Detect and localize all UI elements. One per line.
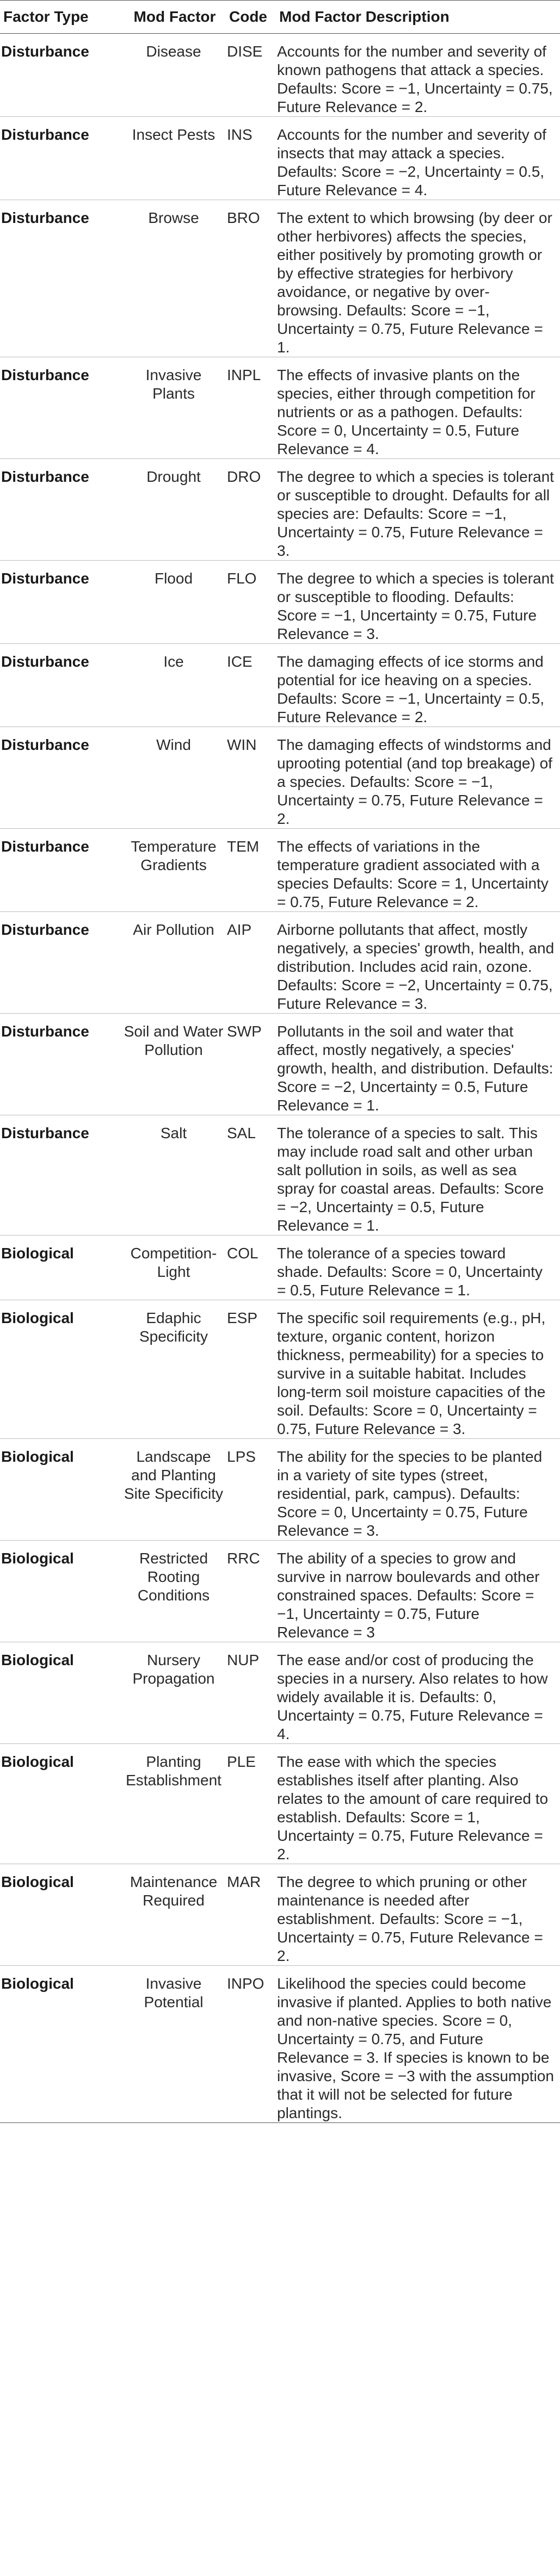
description-cell: The specific soil requirements (e.g., pH, texture, organic content, horizon thickness, permeability) for a species to survive in a suitable habitat. Includes long-term soil moisture capacities of the soil. Defaults: Score = 0, Uncertainty = 0.75, Future Relevance = 3. bbox=[276, 1300, 560, 1439]
table-row bbox=[0, 644, 560, 727]
mod-factor-cell: Nursery Propagation bbox=[122, 1642, 226, 1744]
table-row bbox=[0, 1744, 560, 1864]
description-cell: The degree to which a species is tolerant or susceptible to flooding. Defaults: Score = −1, Uncertainty = 0.75, Future Relevance = 3. bbox=[276, 561, 560, 644]
code-cell: TEM bbox=[226, 829, 276, 912]
description-cell: The damaging effects of windstorms and uprooting potential (and top breakage) of a species. Defaults: Score = −1, Uncertainty = 0.75, Future Relevance = 2. bbox=[276, 727, 560, 829]
mod-factor-cell: Competition-Light bbox=[122, 1236, 226, 1300]
code-cell: PLE bbox=[226, 1744, 276, 1864]
table-row bbox=[0, 200, 560, 357]
factor-type-cell: Biological bbox=[0, 1300, 122, 1439]
mod-factor-cell: Wind bbox=[122, 727, 226, 829]
code-cell: NUP bbox=[226, 1642, 276, 1744]
table-row bbox=[0, 1966, 560, 2123]
code-cell: ICE bbox=[226, 644, 276, 727]
table-header-row bbox=[0, 1, 560, 34]
factor-type-cell: Disturbance bbox=[0, 644, 122, 727]
factor-type-cell: Biological bbox=[0, 1541, 122, 1642]
factor-type-cell: Disturbance bbox=[0, 459, 122, 561]
description-cell: The extent to which browsing (by deer or other herbivores) affects the species, either positively by promoting growth or by effective strategies for herbivory avoidance, or negative by over-browsing. Defaults: Score = −1, Uncertainty = 0.75, Future Relevance = 1. bbox=[276, 200, 560, 357]
factor-type-cell: Disturbance bbox=[0, 561, 122, 644]
table-row bbox=[0, 117, 560, 200]
mod-factor-cell: Temperature Gradients bbox=[122, 829, 226, 912]
code-cell: SAL bbox=[226, 1115, 276, 1236]
table-row bbox=[0, 1014, 560, 1115]
factor-type-cell: Disturbance bbox=[0, 912, 122, 1014]
code-cell: INPL bbox=[226, 357, 276, 459]
factor-type-cell: Biological bbox=[0, 1642, 122, 1744]
table-row bbox=[0, 1642, 560, 1744]
mod-factor-cell: Soil and Water Pollution bbox=[122, 1014, 226, 1115]
mod-factor-cell: Disease bbox=[122, 34, 226, 117]
description-cell: The effects of variations in the temperature gradient associated with a species Defaults: Score = 1, Uncertainty = 0.75, Future Relevance = 2. bbox=[276, 829, 560, 912]
factor-type-cell: Disturbance bbox=[0, 1115, 122, 1236]
description-cell: The tolerance of a species toward shade. Defaults: Score = 0, Uncertainty = 0.5, Future Relevance = 1. bbox=[276, 1236, 560, 1300]
code-cell: INS bbox=[226, 117, 276, 200]
description-cell: Accounts for the number and severity of known pathogens that attack a species. Defaults: Score = −1, Uncertainty = 0.75, Future Relevance = 2. bbox=[276, 34, 560, 117]
mod-factor-cell: Landscape and Planting Site Specificity bbox=[122, 1439, 226, 1541]
code-cell: RRC bbox=[226, 1541, 276, 1642]
header-code: Code bbox=[226, 1, 276, 34]
description-cell: The ease with which the species establishes itself after planting. Also relates to the amount of care required to establish. Defaults: Score = 1, Uncertainty = 0.75, Future Relevance = 2. bbox=[276, 1744, 560, 1864]
header-description: Mod Factor Description bbox=[276, 1, 560, 34]
mod-factor-cell: Ice bbox=[122, 644, 226, 727]
factor-type-cell: Disturbance bbox=[0, 1014, 122, 1115]
description-cell: The degree to which pruning or other maintenance is needed after establishment. Defaults: Score = −1, Uncertainty = 0.75, Future Relevance = 2. bbox=[276, 1864, 560, 1966]
table-row bbox=[0, 357, 560, 459]
factor-type-cell: Disturbance bbox=[0, 200, 122, 357]
header-mod-factor: Mod Factor bbox=[122, 1, 226, 34]
factor-type-cell: Disturbance bbox=[0, 357, 122, 459]
table-row bbox=[0, 459, 560, 561]
mod-factor-cell: Maintenance Required bbox=[122, 1864, 226, 1966]
mod-factor-cell: Browse bbox=[122, 200, 226, 357]
table-row bbox=[0, 1439, 560, 1541]
description-cell: Airborne pollutants that affect, mostly negatively, a species' growth, health, and distribution. Includes acid rain, ozone. Defaults: Score = −2, Uncertainty = 0.75, Future Relevance = 3. bbox=[276, 912, 560, 1014]
factor-type-cell: Biological bbox=[0, 1439, 122, 1541]
code-cell: LPS bbox=[226, 1439, 276, 1541]
mod-factor-cell: Flood bbox=[122, 561, 226, 644]
code-cell: INPO bbox=[226, 1966, 276, 2123]
code-cell: FLO bbox=[226, 561, 276, 644]
factor-type-cell: Biological bbox=[0, 1744, 122, 1864]
factor-type-cell: Biological bbox=[0, 1864, 122, 1966]
factor-type-cell: Disturbance bbox=[0, 829, 122, 912]
mod-factor-cell: Planting Establishment bbox=[122, 1744, 226, 1864]
code-cell: ESP bbox=[226, 1300, 276, 1439]
factor-type-cell: Disturbance bbox=[0, 34, 122, 117]
description-cell: Likelihood the species could become invasive if planted. Applies to both native and non-native species. Score = 0, Uncertainty = 0.75, and Future Relevance = 3. If species is known to be invasive, Score = −3 with the assumption that it will not be selected for future plantings. bbox=[276, 1966, 560, 2123]
table-body bbox=[0, 34, 560, 2123]
table-row bbox=[0, 1115, 560, 1236]
table-row bbox=[0, 1541, 560, 1642]
factor-type-cell: Disturbance bbox=[0, 117, 122, 200]
mod-factor-cell: Insect Pests bbox=[122, 117, 226, 200]
code-cell: WIN bbox=[226, 727, 276, 829]
mod-factor-cell: Air Pollution bbox=[122, 912, 226, 1014]
table-row bbox=[0, 561, 560, 644]
mod-factor-cell: Salt bbox=[122, 1115, 226, 1236]
description-cell: The degree to which a species is tolerant or susceptible to drought. Defaults for all species are: Defaults: Score = −1, Uncertainty = 0.75, Future Relevance = 3. bbox=[276, 459, 560, 561]
factor-type-cell: Biological bbox=[0, 1966, 122, 2123]
mod-factor-cell: Invasive Plants bbox=[122, 357, 226, 459]
code-cell: MAR bbox=[226, 1864, 276, 1966]
code-cell: DISE bbox=[226, 34, 276, 117]
table-row bbox=[0, 829, 560, 912]
table-row bbox=[0, 1236, 560, 1300]
mod-factor-cell: Invasive Potential bbox=[122, 1966, 226, 2123]
description-cell: The ability of a species to grow and survive in narrow boulevards and other constrained spaces. Defaults: Score = −1, Uncertainty = 0.75, Future Relevance = 3 bbox=[276, 1541, 560, 1642]
table-row bbox=[0, 912, 560, 1014]
code-cell: AIP bbox=[226, 912, 276, 1014]
description-cell: The ease and/or cost of producing the species in a nursery. Also relates to how widely available it is. Defaults: 0, Uncertainty = 0.75, Future Relevance = 4. bbox=[276, 1642, 560, 1744]
description-cell: The damaging effects of ice storms and potential for ice heaving on a species. Defaults: Score = −1, Uncertainty = 0.5, Future Relevance = 2. bbox=[276, 644, 560, 727]
factor-type-cell: Disturbance bbox=[0, 727, 122, 829]
table-row bbox=[0, 1864, 560, 1966]
code-cell: SWP bbox=[226, 1014, 276, 1115]
table-row bbox=[0, 34, 560, 117]
description-cell: The ability for the species to be planted in a variety of site types (street, residential, park, campus). Defaults: Score = 0, Uncertainty = 0.75, Future Relevance = 3. bbox=[276, 1439, 560, 1541]
code-cell: BRO bbox=[226, 200, 276, 357]
factor-type-cell: Biological bbox=[0, 1236, 122, 1300]
description-cell: The tolerance of a species to salt. This may include road salt and other urban salt pollution in soils, as well as sea spray for coastal areas. Defaults: Score = −2, Uncertainty = 0.5, Future Relevance = 1. bbox=[276, 1115, 560, 1236]
description-cell: Pollutants in the soil and water that affect, mostly negatively, a species' growth, health, and distribution. Defaults: Score = −2, Uncertainty = 0.5, Future Relevance = 1. bbox=[276, 1014, 560, 1115]
code-cell: DRO bbox=[226, 459, 276, 561]
description-cell: The effects of invasive plants on the species, either through competition for nutrients or as a pathogen. Defaults: Score = 0, Uncertainty = 0.5, Future Relevance = 4. bbox=[276, 357, 560, 459]
mod-factor-cell: Drought bbox=[122, 459, 226, 561]
header-factor-type: Factor Type bbox=[0, 1, 122, 34]
mod-factor-cell: Edaphic Specificity bbox=[122, 1300, 226, 1439]
code-cell: COL bbox=[226, 1236, 276, 1300]
mod-factor-cell: Restricted Rooting Conditions bbox=[122, 1541, 226, 1642]
description-cell: Accounts for the number and severity of insects that may attack a species. Defaults: Score = −2, Uncertainty = 0.5, Future Relevance = 4. bbox=[276, 117, 560, 200]
table-row bbox=[0, 727, 560, 829]
table-row bbox=[0, 1300, 560, 1439]
